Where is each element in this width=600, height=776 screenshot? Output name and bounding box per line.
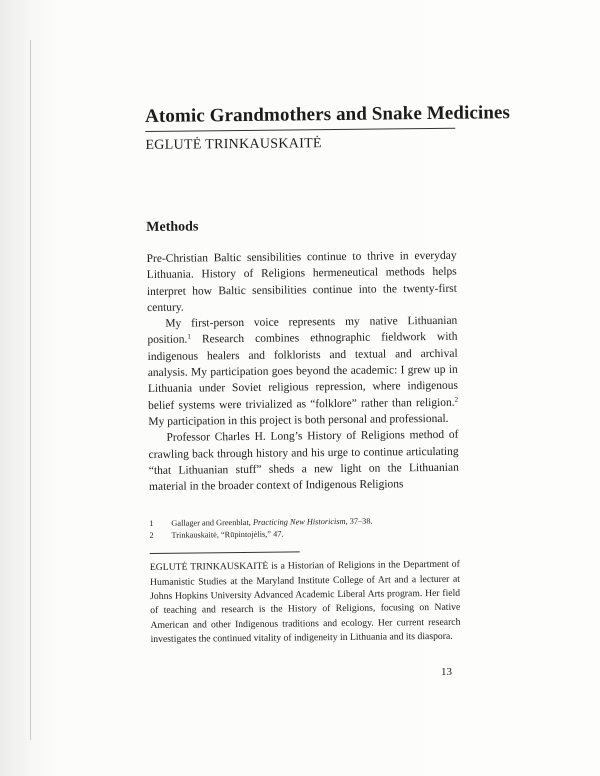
footnote-text-before: Gallager and Greenblat, [171, 518, 253, 529]
footnote [149, 527, 459, 542]
footnote-text-after: , 37–38. [345, 517, 373, 527]
paragraph-2-text-c: My participation in this project is both personal and professional. [148, 412, 449, 428]
page-number: 13 [441, 666, 452, 678]
author-bio: EGLUTĖ TRINKAUSKAITĖ is a Historian of Religions in the Department of Humanistic Studies at the Maryland Institute College of Art and a lecturer at Johns Hopkins University Advanced Academic Liberal Arts program. Her field of teaching and research is the History of Religions, focusing on Native American and other Indigenous traditions and ecology. Her current research investigates the continued vitality of indigeneity in Lithuania and its diaspora. [149, 559, 461, 645]
article-author: EGLUTĖ TRINKAUSKAITĖ [145, 136, 322, 153]
article-body [145, 102, 511, 647]
footnote-ref-2[interactable]: 2 [454, 395, 459, 404]
article-title: Atomic Grandmothers and Snake Medicines [145, 102, 511, 127]
paragraph-2-text-b: Research combines ethnographic fieldwork with indigenous healers and folklorists and textual and archival analysis. My participation goes beyond the academic: I grew up in Lithuania under Soviet religious repression, where indigenous belief systems were trivialized as “folklore” rather than religion. [147, 331, 459, 412]
footnotes [149, 515, 459, 542]
paragraph-2-text-a: My first-person voice represents my native Lithuanian position. [147, 314, 458, 347]
paragraph-2 [147, 313, 458, 430]
footnote-text [171, 529, 283, 542]
paragraph-1: Pre-Christian Baltic sensibilities continue to thrive in everyday Lithuania. History of Religions hermeneutical methods helps interpret how Baltic sensibilities continue into the twenty-first century. [146, 249, 457, 314]
title-rule [145, 128, 455, 132]
footnote-title: Practicing New Historicism [252, 517, 346, 528]
footnote-number: 1 [149, 519, 154, 529]
section-heading: Methods [146, 219, 199, 235]
footnote-ref-1[interactable]: 1 [187, 333, 191, 342]
bio-rule [150, 552, 300, 555]
footnote-number: 2 [149, 531, 154, 541]
footnote-text [171, 516, 372, 530]
paragraph-3: Professor Charles H. Long’s History of Religions method of crawling back through history and his urge to continue articulating “that Lithuanian stuff” sheds a new light on the Lithuanian material in the broader context of Indigenous Religions [148, 429, 459, 494]
binding-edge [30, 40, 31, 740]
footnote-text-before: Trinkauskaitė, “Rūpintojėlis,” 47. [171, 530, 284, 541]
